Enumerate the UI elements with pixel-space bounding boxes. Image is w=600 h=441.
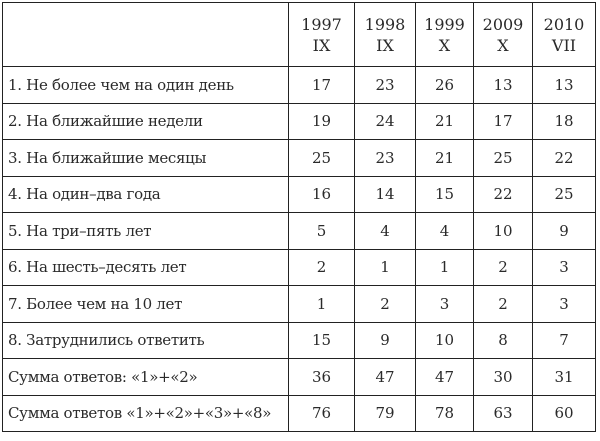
value-cell: 13	[533, 67, 596, 104]
value-cell: 79	[355, 395, 416, 432]
value-cell: 3	[533, 249, 596, 286]
value-cell: 18	[533, 103, 596, 140]
column-month: VII	[551, 35, 577, 55]
data-table	[2, 2, 596, 432]
value-cell: 78	[416, 395, 474, 432]
value-cell: 2	[474, 286, 533, 323]
row-label: 8. Затруднились ответить	[3, 322, 289, 359]
table-row	[3, 359, 596, 396]
table-row	[3, 395, 596, 432]
row-label: 5. На три–пять лет	[3, 213, 289, 250]
value-cell: 1	[416, 249, 474, 286]
value-cell: 22	[474, 176, 533, 213]
value-cell: 16	[289, 176, 355, 213]
column-month: X	[497, 35, 509, 55]
table-row	[3, 103, 596, 140]
table-body	[3, 67, 596, 432]
value-cell: 9	[533, 213, 596, 250]
value-cell: 21	[416, 140, 474, 177]
table-row	[3, 67, 596, 104]
value-cell: 4	[355, 213, 416, 250]
value-cell: 2	[289, 249, 355, 286]
row-label: 1. Не более чем на один день	[3, 67, 289, 104]
column-header	[533, 3, 596, 67]
value-cell: 47	[416, 359, 474, 396]
table-row	[3, 249, 596, 286]
value-cell: 30	[474, 359, 533, 396]
column-year: 1999	[424, 14, 465, 34]
value-cell: 25	[474, 140, 533, 177]
value-cell: 15	[289, 322, 355, 359]
value-cell: 22	[533, 140, 596, 177]
value-cell: 25	[289, 140, 355, 177]
row-label: 2. На ближайшие недели	[3, 103, 289, 140]
value-cell: 7	[533, 322, 596, 359]
table-row	[3, 140, 596, 177]
value-cell: 8	[474, 322, 533, 359]
value-cell: 26	[416, 67, 474, 104]
row-label: 3. На ближайшие месяцы	[3, 140, 289, 177]
value-cell: 14	[355, 176, 416, 213]
value-cell: 47	[355, 359, 416, 396]
table-row	[3, 286, 596, 323]
value-cell: 76	[289, 395, 355, 432]
value-cell: 5	[289, 213, 355, 250]
row-label: Сумма ответов: «1»+«2»	[3, 359, 289, 396]
row-label: 4. На один–два года	[3, 176, 289, 213]
header-empty-cell	[3, 3, 289, 67]
value-cell: 15	[416, 176, 474, 213]
value-cell: 1	[289, 286, 355, 323]
value-cell: 17	[289, 67, 355, 104]
row-label: Сумма ответов «1»+«2»+«3»+«8»	[3, 395, 289, 432]
table-row	[3, 213, 596, 250]
value-cell: 36	[289, 359, 355, 396]
column-header	[355, 3, 416, 67]
value-cell: 31	[533, 359, 596, 396]
value-cell: 23	[355, 67, 416, 104]
value-cell: 1	[355, 249, 416, 286]
value-cell: 10	[474, 213, 533, 250]
column-year: 1997	[301, 14, 342, 34]
value-cell: 23	[355, 140, 416, 177]
column-month: X	[438, 35, 451, 55]
value-cell: 60	[533, 395, 596, 432]
value-cell: 4	[416, 213, 474, 250]
value-cell: 9	[355, 322, 416, 359]
value-cell: 2	[474, 249, 533, 286]
value-cell: 24	[355, 103, 416, 140]
column-year: 2010	[543, 14, 585, 34]
value-cell: 13	[474, 67, 533, 104]
column-header	[474, 3, 533, 67]
header-row	[3, 3, 596, 67]
row-label: 7. Более чем на 10 лет	[3, 286, 289, 323]
value-cell: 21	[416, 103, 474, 140]
table-row	[3, 176, 596, 213]
value-cell: 3	[533, 286, 596, 323]
value-cell: 25	[533, 176, 596, 213]
value-cell: 10	[416, 322, 474, 359]
value-cell: 17	[474, 103, 533, 140]
row-label: 6. На шесть–десять лет	[3, 249, 289, 286]
value-cell: 63	[474, 395, 533, 432]
column-year: 1998	[364, 14, 406, 34]
column-year: 2009	[482, 14, 524, 34]
column-header	[289, 3, 355, 67]
value-cell: 2	[355, 286, 416, 323]
table-row	[3, 322, 596, 359]
value-cell: 19	[289, 103, 355, 140]
value-cell: 3	[416, 286, 474, 323]
column-header	[416, 3, 474, 67]
column-month: IX	[376, 35, 394, 55]
column-month: IX	[312, 35, 331, 55]
